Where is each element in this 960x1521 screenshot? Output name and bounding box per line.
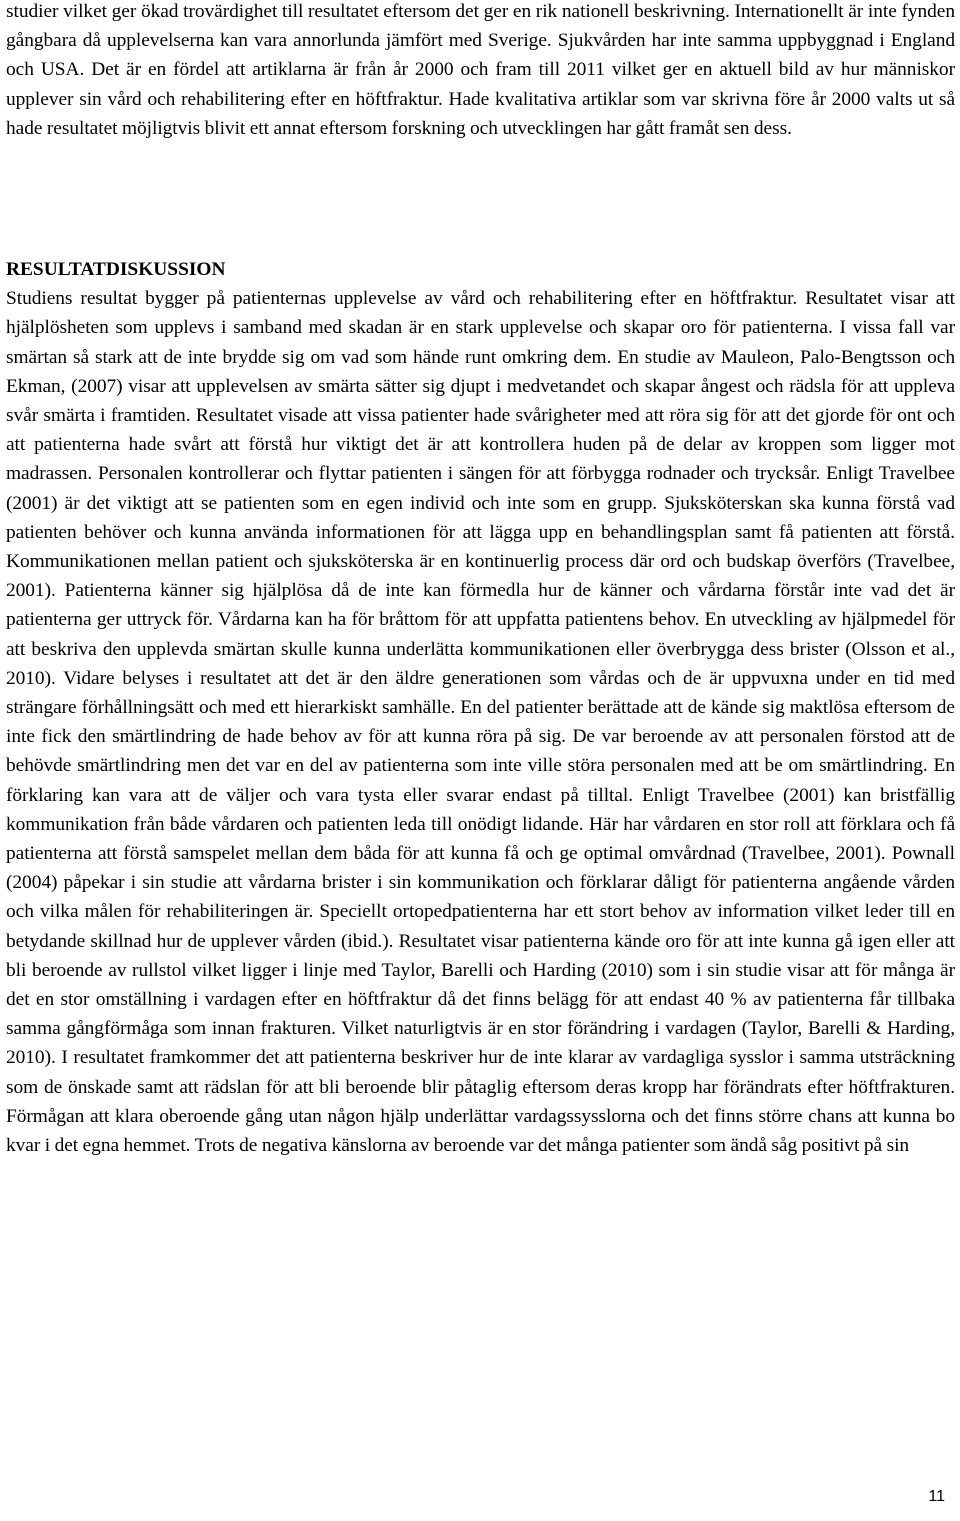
section-heading: RESULTATDISKUSSION — [6, 259, 226, 280]
intro-paragraph: studier vilket ger ökad trovärdighet till resultatet eftersom det ger en rik nationell beskrivning. Internationellt är inte fynden gångbara då upplevelserna kan vara annorlunda jämfört med Sverige. Sjukvården har inte samma uppbyggnad i England och USA. Det är en fördel att artiklarna är från år 2000 och fram till 2011 vilket ger en aktuell bild av hur människor upplever sin vård och rehabilitering efter en höftfraktur. Hade kvalitativa artiklar som var skrivna före år 2000 valts ut så hade resultatet möjligtvis blivit ett annat eftersom forskning och utvecklingen har gått framåt sen dess. — [6, 1, 955, 139]
results-paragraph: Studiens resultat bygger på patienternas upplevelse av vård och rehabilitering efter en höftfraktur. Resultatet visar att hjälplösheten som upplevs i samband med skadan är en stark upplevelse och skapar oro för patienterna. I vissa fall var smärtan så stark att de inte brydde sig om vad som hände runt omkring dem. En studie av Mauleon, Palo-Bengtsson och Ekman, (2007) visar att upplevelsen av smärta sätter sig djupt i medvetandet och skapar ångest och rädsla för att uppleva svår smärta i framtiden. Resultatet visade att vissa patienter hade svårigheter med att röra sig för att det gjorde för ont och att patienterna hade svårt att förstå hur viktigt det är att kontrollera huden på de delar av kroppen som ligger mot madrassen. Personalen kontrollerar och flyttar patienten i sängen för att förbygga rodnader och trycksår. Enligt Travelbee (2001) är det viktigt att se patienten som en egen individ och inte som en grupp. Sjuksköterskan ska kunna förstå vad patienten behöver och kunna använda informationen för att lägga upp en behandlingsplan samt få patienten att förstå. Kommunikationen mellan patient och sjuksköterska är en kontinuerlig process där ord och budskap överförs (Travelbee, 2001). Patienterna känner sig hjälplösa då de inte kan förmedla hur de känner och vårdarna förstår inte vad det är patienterna ger uttryck för. Vårdarna kan ha för bråttom för att uppfatta patientens behov. En utveckling av hjälpmedel för att beskriva den upplevda smärtan skulle kunna underlätta kommunikationen eller överbrygga dess brister (Olsson et al., 2010). Vidare belyses i resultatet att det är den äldre generationen som vårdas och de är uppvuxna under en tid med strängare förhållningsätt och med ett hierarkiskt samhälle. En del patienter berättade att de kände sig maktlösa eftersom de inte fick den smärtlindring de hade behov av för att kunna röra på sig. De var beroende av att personalen förstod att de behövde smärtlindring men det var en del av patienterna som inte ville störa personalen med att be om smärtlindring. En förklaring kan vara att de väljer och vara tysta eller svarar endast på tilltal. Enligt Travelbee (2001) kan bristfällig kommunikation från både vårdaren och patienten leda till onödigt lidande. Här har vårdaren en stor roll att förklara och få patienterna att förstå samspelet mellan dem båda för att kunna få och ge optimal omvårdnad (Travelbee, 2001). Pownall (2004) påpekar i sin studie att vårdarna brister i sin kommunikation och förklarar dåligt för patienterna angående vården och vilka målen för rehabiliteringen är. Speciellt ortopedpatienterna har ett stort behov av information vilket leder till en betydande skillnad hur de upplever vården (ibid.). Resultatet visar patienterna kände oro för att inte kunna gå igen eller att bli beroende av rullstol vilket ligger i linje med Taylor, Barelli och Harding (2010) som i sin studie visar att för många är det en stor omställning i vardagen efter en höftfraktur då det finns belägg för att endast 40 % av patienterna får tillbaka samma gångförmåga som innan frakturen. Vilket naturligtvis är en stor förändring i vardagen (Taylor, Barelli & Harding, 2010). I resultatet framkommer det att patienterna beskriver hur de inte klarar av vardagliga sysslor i samma utsträckning som de önskade samt att rädslan för att bli beroende blir påtaglig eftersom deras kropp har förändrats efter höftfrakturen. Förmågan att klara oberoende gång utan någon hjälp underlättar vardagssysslorna och det finns större chans att kunna bo kvar i det egna hemmet. Trots de negativa känslorna av beroende var det många patienter som ändå såg positivt på sin — [6, 288, 955, 1157]
intro-section — [6, 0, 955, 143]
results-discussion-section — [6, 255, 955, 1160]
page-number: 11 — [928, 1488, 945, 1505]
